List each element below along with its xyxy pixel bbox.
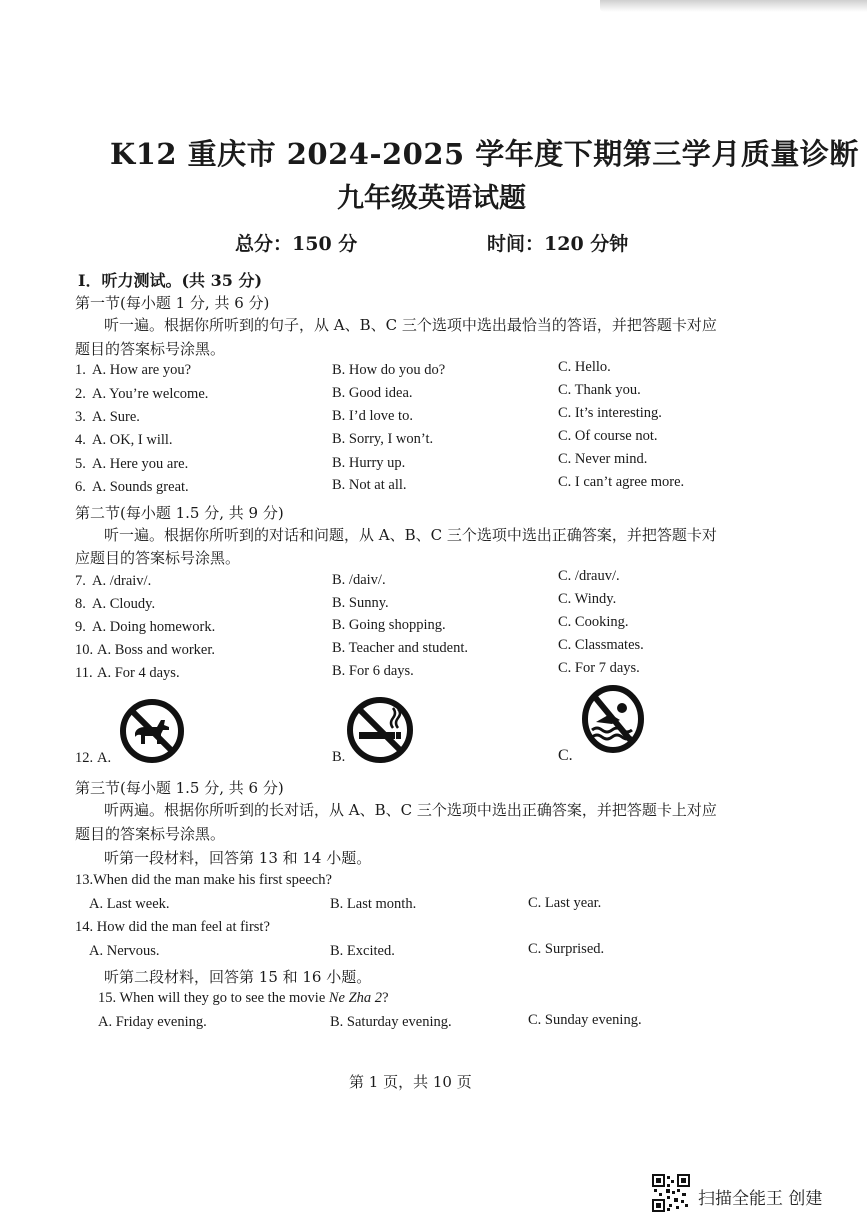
scanner-watermark: 扫描全能王 创建 bbox=[698, 1189, 823, 1209]
question-stem: 13.When did the man make his first speech? bbox=[75, 872, 332, 888]
option-c: C. Windy. bbox=[558, 591, 617, 607]
option-a: A. Sure. bbox=[92, 409, 140, 425]
option-c: C. It’s interesting. bbox=[558, 405, 662, 421]
option-b: B. For 6 days. bbox=[332, 663, 414, 679]
option-a: A. Here you are. bbox=[92, 456, 189, 472]
question-number: 12. bbox=[75, 750, 94, 766]
material-2-note: 听第二段材料，回答第 15 和 16 小题。 bbox=[104, 968, 372, 986]
option-b: B. Saturday evening. bbox=[330, 1014, 452, 1030]
scan-edge-mark bbox=[600, 0, 867, 12]
option-a: A. You’re welcome. bbox=[92, 386, 209, 402]
option-b: B. Sorry, I won’t. bbox=[332, 431, 434, 447]
option-b: B. How do you do? bbox=[332, 362, 446, 378]
section1-instruction-cont: 题目的答案标号涂黑。 bbox=[75, 340, 226, 358]
no-dogs-sign-icon bbox=[118, 697, 186, 765]
section3-instruction-cont: 题目的答案标号涂黑。 bbox=[75, 825, 226, 843]
option-c: C. Classmates. bbox=[558, 637, 644, 653]
option-b: B. Going shopping. bbox=[332, 617, 446, 633]
option-c: C. Never mind. bbox=[558, 451, 648, 467]
option-c: C. Last year. bbox=[528, 895, 602, 911]
option-a: A. How are you? bbox=[92, 362, 192, 378]
exam-time: 时间：120 分钟 bbox=[487, 233, 629, 255]
option-c: C. I can’t agree more. bbox=[558, 474, 685, 490]
option-b: B. bbox=[332, 749, 346, 765]
question-number: 8. bbox=[75, 596, 86, 612]
no-swimming-sign-icon bbox=[580, 684, 646, 754]
option-b: B. Not at all. bbox=[332, 477, 407, 493]
option-a: A. bbox=[97, 750, 112, 766]
question-stem-text: 15. When will they go to see the movie bbox=[98, 990, 329, 1006]
section1-instruction: 听一遍。根据你所听到的句子，从 A、B、C 三个选项中选出最恰当的答语，并把答题卡对应 bbox=[104, 316, 717, 334]
option-b: B. Hurry up. bbox=[332, 455, 406, 471]
option-a: A. Cloudy. bbox=[92, 596, 156, 612]
option-c: C. For 7 days. bbox=[558, 660, 640, 676]
question-mark: ? bbox=[382, 990, 389, 1006]
option-c: C. Hello. bbox=[558, 359, 611, 375]
option-c: C. bbox=[558, 747, 573, 764]
movie-title: Ne Zha 2 bbox=[328, 990, 383, 1006]
exam-title: K12 重庆市 2024-2025 学年度下期第三学月质量诊断 bbox=[110, 137, 859, 171]
section1-heading: 第一节(每小题 1 分, 共 6 分) bbox=[75, 294, 270, 312]
material-1-note: 听第一段材料，回答第 13 和 14 小题。 bbox=[104, 849, 372, 867]
no-smoking-sign-icon bbox=[345, 695, 415, 765]
question-number: 1. bbox=[75, 362, 86, 378]
total-score: 总分：150 分 bbox=[235, 233, 358, 255]
question-number: 2. bbox=[75, 386, 86, 402]
option-a: A. /draiv/. bbox=[92, 573, 152, 589]
question-number: 4. bbox=[75, 432, 86, 448]
qr-code-icon bbox=[652, 1174, 690, 1216]
question-stem bbox=[98, 990, 389, 1007]
question-number: 10. bbox=[75, 642, 94, 658]
question-number: 6. bbox=[75, 479, 86, 495]
question-stem: 14. How did the man feel at first? bbox=[75, 919, 270, 935]
section3-instruction: 听两遍。根据你所听到的长对话，从 A、B、C 三个选项中选出正确答案，并把答题卡上对应 bbox=[104, 801, 717, 819]
option-a: A. Sounds great. bbox=[92, 479, 189, 495]
option-a: A. Friday evening. bbox=[98, 1014, 207, 1030]
option-c: C. Of course not. bbox=[558, 428, 658, 444]
option-b: B. I’d love to. bbox=[332, 408, 413, 424]
option-a: A. For 4 days. bbox=[97, 665, 180, 681]
option-b: B. /daiv/. bbox=[332, 572, 386, 588]
part-title: Ⅰ．听力测试。(共 35 分) bbox=[78, 271, 263, 290]
section2-heading: 第二节(每小题 1.5 分, 共 9 分) bbox=[75, 504, 284, 522]
question-number: 3. bbox=[75, 409, 86, 425]
option-b: B. Last month. bbox=[330, 896, 417, 912]
option-c: C. Cooking. bbox=[558, 614, 629, 630]
option-b: B. Teacher and student. bbox=[332, 640, 469, 656]
option-c: C. Thank you. bbox=[558, 382, 641, 398]
option-c: C. Surprised. bbox=[528, 941, 605, 957]
option-b: B. Sunny. bbox=[332, 595, 389, 611]
option-b: B. Excited. bbox=[330, 943, 395, 959]
question-number: 5. bbox=[75, 456, 86, 472]
section2-instruction-cont: 应题目的答案标号涂黑。 bbox=[75, 549, 241, 567]
page-number: 第 1 页，共 10 页 bbox=[349, 1073, 472, 1091]
option-a: A. Boss and worker. bbox=[97, 642, 216, 658]
option-c: C. Sunday evening. bbox=[528, 1012, 642, 1028]
question-number: 11. bbox=[75, 665, 93, 681]
option-c: C. /drauv/. bbox=[558, 568, 620, 584]
option-a: A. Last week. bbox=[89, 896, 170, 912]
exam-subtitle: 九年级英语试题 bbox=[337, 183, 526, 214]
question-number: 9. bbox=[75, 619, 86, 635]
option-a: A. Doing homework. bbox=[92, 619, 216, 635]
section3-heading: 第三节(每小题 1.5 分, 共 6 分) bbox=[75, 779, 284, 797]
option-a: A. Nervous. bbox=[89, 943, 160, 959]
option-a: A. OK, I will. bbox=[92, 432, 173, 448]
option-b: B. Good idea. bbox=[332, 385, 413, 401]
section2-instruction: 听一遍。根据你所听到的对话和问题，从 A、B、C 三个选项中选出正确答案，并把答题卡对 bbox=[104, 526, 717, 544]
question-number: 7. bbox=[75, 573, 86, 589]
